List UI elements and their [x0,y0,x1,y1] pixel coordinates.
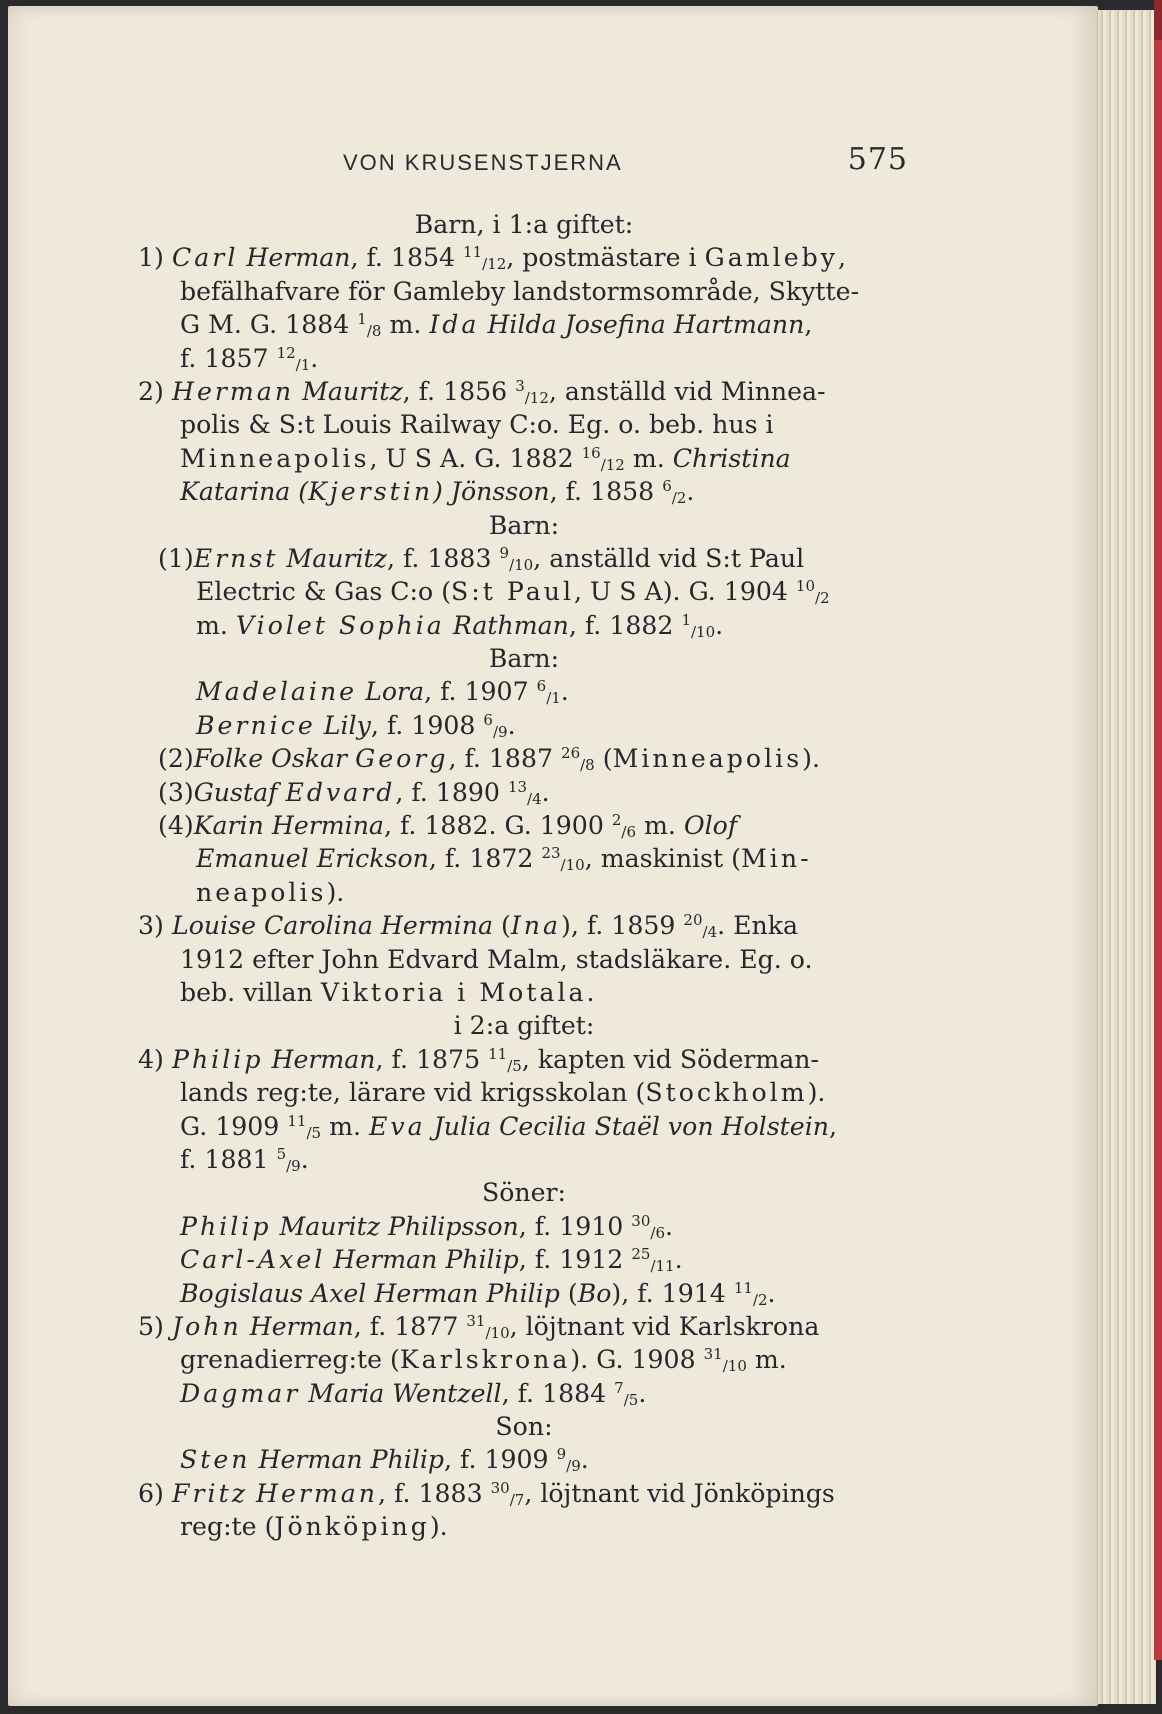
date-sub: /12 [482,255,507,274]
entry-son-sten [138,1443,910,1476]
page-edges [1097,10,1156,1704]
given-name: Folke Oskar [193,744,348,774]
date-sub: /1 [295,355,311,374]
punctuation: . [715,610,724,640]
date-sub: /11 [650,1257,675,1276]
punctuation: . [560,677,569,707]
spouse-given-name: Dagmar [180,1378,301,1408]
birth-text: ), f. 1859 [561,911,676,941]
date-sup: 10 [795,577,816,596]
entry-number: 6) [138,1478,164,1508]
marriage-text: m. [389,310,422,340]
employer-text: Electric & Gas C:o ( [196,577,452,607]
date-sup: 1 [681,610,691,629]
given-name: Carl-Axel [180,1245,326,1275]
punctuation: . [541,777,550,807]
birth-text: , f. 1908 [370,710,476,740]
entry-great-grandchild-1 [138,675,910,708]
punctuation: , [804,310,813,340]
date-sup: 30 [631,1211,651,1230]
place-name: Minneapolis [612,744,803,774]
person-name: Edvard [285,777,396,807]
punctuation: . [686,477,695,507]
occupation-text: , maskinist ( [584,844,742,874]
person-name: Lora [365,677,425,707]
birth-text: , f. 1907 [424,677,529,707]
occupation-text: lands reg:te, lärare vid krigsskolan ( [180,1078,646,1108]
date-sup: 11 [287,1111,307,1130]
marriage-text: m. [329,1111,361,1141]
given-name: Sten [180,1445,251,1475]
date-sub: /4 [527,789,542,808]
marriage-text: G M. G. 1884 [180,310,350,340]
entry-child-1-line-4 [138,342,910,375]
entry-child-3-line-3 [138,976,910,1009]
occupation-text: grenadierreg:te ( [180,1345,400,1375]
entry-child-6-line-2 [138,1510,910,1543]
date-sup: 16 [581,443,601,462]
book-cover-edge [1154,40,1162,1660]
person-name: Mauritz [302,376,403,406]
place-name: Viktoria i Motala [320,977,587,1007]
punctuation: . [580,1445,589,1475]
punctuation: . [665,1211,674,1241]
birth-text: , f. 1856 [402,376,508,406]
subheading-son: Son: [495,1412,553,1442]
subheading-barn: Barn: [488,510,560,540]
person-name: Georg [355,744,449,774]
given-name: Madelaine [196,677,358,707]
birth-text: , f. 1882 [568,610,674,640]
spouse-name: Julia Cecilia Staël von Holstein [433,1111,829,1141]
date-sub: /10 [722,1357,747,1376]
person-name: Louise Carolina Hermina [172,911,493,941]
punctuation: ( [602,744,613,774]
occupation-text: reg:te ( [180,1512,275,1542]
date-sup: 25 [631,1245,651,1264]
spouse-given-name: Olof [683,811,738,841]
entry-grandchild-1-line-1 [138,542,910,575]
spouse-given-name: Eva [368,1111,426,1141]
date-sub: /10 [690,622,716,641]
entry-number: (4) [158,811,194,841]
punctuation: . [767,1278,776,1308]
date-sub: /6 [650,1223,665,1242]
given-name: Philip [180,1211,272,1241]
entry-child-6-line-1 [138,1477,910,1510]
date-sub: /6 [621,823,637,842]
birth-text: , f. 1884 [501,1378,607,1408]
marriage-text: m. [644,811,676,841]
date-sub: /8 [580,756,595,775]
entry-number: 3) [138,911,164,941]
person-name: Herman [246,243,351,273]
given-name: John [172,1311,242,1341]
date-sub: /9 [492,722,508,741]
punctuation: . [310,343,319,373]
spouse-name: Hilda Josefina Hartmann [487,310,805,340]
entry-grandchild-4-line-3 [138,876,910,909]
date-sub: /8 [366,322,382,341]
book-cover-corner [1154,0,1162,40]
nickname: Bo [577,1278,612,1308]
birth-text: , f. 1875 [375,1044,481,1074]
spouse-name: Maria Wentzell [308,1378,502,1408]
person-name: Bogislaus Axel Herman Philip [180,1278,560,1308]
date-sub: /1 [546,689,561,708]
entry-grandchild-3 [138,776,910,809]
date-sup: 23 [541,844,561,863]
birth-text: , f. 1854 [350,243,456,273]
place-name: Jönköping [274,1512,430,1542]
date-sub: /10 [485,1323,510,1342]
birth-text: , f. 1910 [518,1211,624,1241]
birth-text: , f. 1883 [386,543,492,573]
punctuation: ( [559,1278,578,1308]
entry-grandchild-4-line-1 [138,809,910,842]
given-name: Karin [193,811,264,841]
entry-number: (3) [158,777,194,807]
entry-child-4-line-2 [138,1076,910,1109]
date-sup: 12 [276,343,296,362]
entry-child-3-line-2: 1912 efter John Edvard Malm, stadsläkare. Eg. o. [180,944,813,974]
date-sup: 26 [561,744,581,763]
date-sub: /10 [509,555,534,574]
date-sub: /9 [286,1156,301,1175]
place-name: Karlskrona [399,1345,571,1375]
birth-text: , f. 1872 [428,844,534,874]
entry-grandchild-4-line-2 [138,842,910,875]
date-sub: /5 [623,1390,639,1409]
entry-child-2-line-2: polis & S:t Louis Railway C:o. Eg. o. beb. hus i [180,410,774,440]
book-page [8,6,1098,1706]
entry-grandchild-2 [138,742,910,775]
person-name: Lily [323,710,371,740]
entry-child-4-line-1 [138,1043,910,1076]
occupation-text: , anställd vid S:t Paul [533,543,805,573]
punctuation: . [507,710,516,740]
date-sup: 2 [611,811,622,830]
date-sub: /7 [509,1490,525,1509]
punctuation: ). [429,1512,448,1542]
place-name: S:t Paul [451,577,575,607]
person-name: Herman [249,1311,354,1341]
page-header [343,142,908,182]
occupation-text: , löjtnant vid Jönköpings [524,1478,835,1508]
spouse-name: Emanuel Erickson [196,844,429,874]
place-name: Gamleby [704,243,838,273]
entry-child-5-line-1 [138,1310,910,1343]
date-sup: 11 [488,1044,508,1063]
subheading-barn: Barn: [488,644,560,674]
entry-number: (2) [158,744,194,774]
birth-text: , f. 1890 [395,777,500,807]
spouse-name: Katarina ( [180,477,309,507]
person-name: Herman Philip [258,1445,445,1475]
entry-child-2-line-4 [138,475,910,508]
occupation-text: , anställd vid Minnea- [548,376,826,406]
entry-child-1-line-2: befälhafvare för Gamleby landstormsområde, Skytte- [180,276,860,306]
person-name: Mauritz Philipsson [279,1211,519,1241]
given-name: Herman [172,376,295,406]
birth-text: , f. 1883 [378,1478,483,1508]
marriage-text: m. [196,610,228,640]
date-sub: /2 [815,589,830,608]
page-text [138,208,910,1544]
entry-grandchild-1-line-3 [138,609,910,642]
birth-text: , f. 1877 [353,1311,459,1341]
subheading-soner: Söner: [481,1178,567,1208]
birth-text: f. 1857 [180,343,269,373]
date-sup: 6 [536,677,547,696]
entry-child-1-line-3 [138,308,910,341]
page-number: 575 [847,142,908,177]
date-sub: /2 [752,1290,768,1309]
date-sup: 31 [466,1311,486,1330]
birth-text: , f. 1858 [549,477,655,507]
entry-grandchild-1-line-2 [138,575,910,608]
entry-child-3-line-1 [138,909,910,942]
date-sup: 20 [683,911,703,930]
date-sup: 31 [703,1345,723,1364]
person-name: Hermina [271,811,384,841]
date-sup: 13 [507,777,528,796]
entry-number: 2) [138,376,164,406]
entry-son-1 [138,1210,910,1243]
date-sub: /2 [671,489,687,508]
given-name: Gustaf [193,777,278,807]
given-name: Fritz [172,1478,248,1508]
date-sup: 7 [614,1378,624,1397]
birth-text: , f. 1912 [518,1245,624,1275]
punctuation: . [586,977,595,1007]
punctuation: ( [492,911,511,941]
punctuation: ). [326,877,345,907]
entry-number: 4) [138,1044,164,1074]
birth-text: f. 1881 [180,1144,269,1174]
punctuation: . [638,1378,647,1408]
entry-child-5-line-2 [138,1343,910,1376]
occupation-text: , löjtnant vid Karlskrona [509,1311,820,1341]
birth-text: ), f. 1914 [611,1278,726,1308]
date-sup: 6 [483,710,493,729]
given-name: Bernice [196,710,316,740]
spouse-given-name: Violet Sophia [235,610,445,640]
entry-child-1-line-1 [138,241,910,274]
date-sup: 11 [463,243,483,262]
nickname: Ina [510,911,562,941]
occupation-text: , postmästare i [506,243,697,273]
entry-child-2-line-3 [138,442,910,475]
birth-text: , f. 1887 [448,744,554,774]
date-sub: /5 [306,1123,322,1142]
subheading-second-marriage: i 2:a giftet: [453,1011,595,1041]
subheading-first-marriage: Barn, i 1:a giftet: [414,210,634,239]
running-head: VON KRUSENSTJERNA [343,150,623,175]
date-sup: 1 [357,310,367,329]
marriage-text: ). G. 1908 [570,1345,696,1375]
date-sup: 30 [490,1478,510,1497]
status-text: . Enka [717,911,799,941]
entry-great-grandchild-2 [138,709,910,742]
date-sup: 9 [556,1445,567,1464]
date-sup: 9 [499,543,510,562]
marriage-text: , U S A). G. 1904 [574,577,788,607]
date-sub: /9 [566,1457,581,1476]
date-sub: /4 [702,923,718,942]
person-name: Herman [271,1044,376,1074]
birth-text: , f. 1909 [444,1445,549,1475]
given-name: Carl [172,243,239,273]
place-name: Stockholm [645,1078,808,1108]
given-name: Ernst [193,543,279,573]
entry-number: 5) [138,1311,164,1341]
date-sub: /10 [560,856,585,875]
punctuation: , [837,243,846,273]
spouse-name: Christina [672,443,791,473]
birth-text: , f. 1882. G. 1900 [383,811,604,841]
entry-son-3 [138,1277,910,1310]
entry-child-2-line-1 [138,375,910,408]
date-sub: /12 [524,388,549,407]
punctuation: . [300,1144,309,1174]
occupation-text: , kapten vid Söderman- [521,1044,820,1074]
place-name: neapolis [196,877,327,907]
entry-number: 1) [138,243,164,273]
person-name: Mauritz [286,543,387,573]
date-sup: 6 [662,477,672,496]
marriage-text: m. [754,1345,787,1375]
spouse-name: ) Jönsson [433,477,550,507]
marriage-text: m. [632,443,665,473]
date-sub: /5 [507,1056,522,1075]
punctuation: ). [807,1078,826,1108]
spouse-name: Rathman [452,610,569,640]
date-sup: 5 [276,1144,287,1163]
spouse-given-name: Ida [429,310,480,340]
date-sup: 3 [515,376,525,395]
date-sup: 11 [733,1278,753,1297]
place-name: Minneapolis [180,443,370,473]
entry-number: (1) [158,543,194,573]
punctuation: . [674,1245,683,1275]
punctuation: ). [802,744,820,774]
place-name: Min- [741,844,812,874]
residence-text: beb. villan [180,977,313,1007]
spouse-nickname: Kjerstin [308,477,434,507]
marriage-text: , U S A. G. 1882 [369,443,574,473]
punctuation: , [828,1111,837,1141]
given-name: Philip [172,1044,264,1074]
person-name: Herman [256,1478,379,1508]
entry-child-4-line-4 [138,1143,910,1176]
entry-child-4-line-3 [138,1110,910,1143]
entry-child-5-line-3 [138,1377,910,1410]
marriage-text: G. 1909 [180,1111,280,1141]
entry-son-2 [138,1243,910,1276]
person-name: Herman Philip [333,1245,519,1275]
date-sub: /12 [600,455,625,474]
